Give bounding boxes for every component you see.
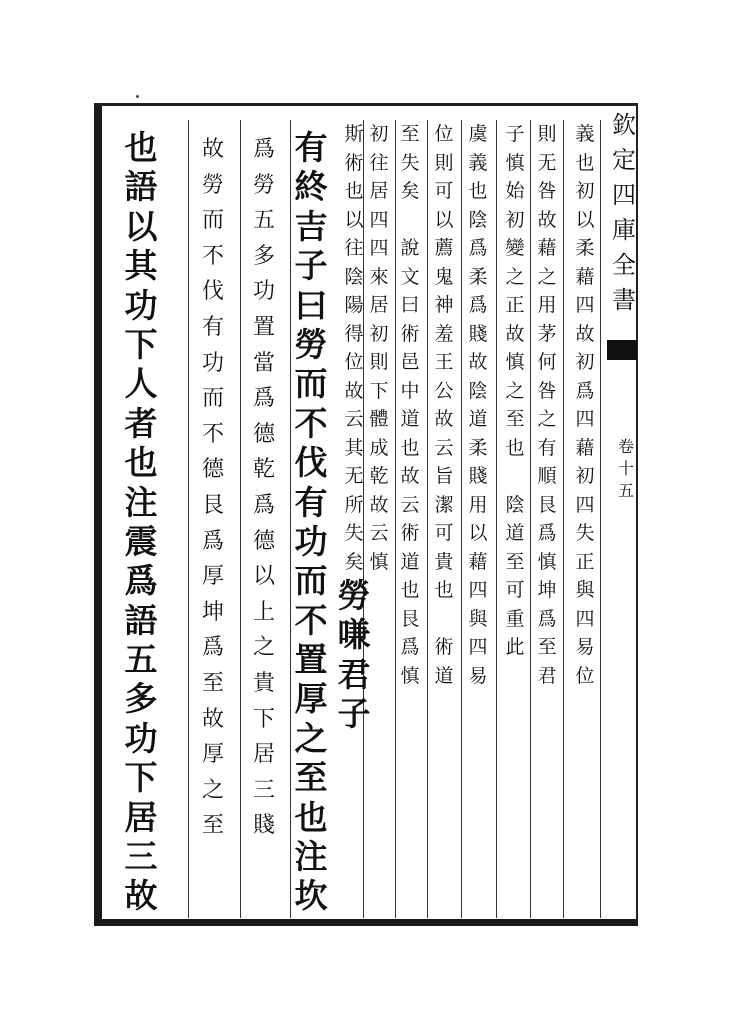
glyph: 故 xyxy=(505,322,525,345)
glyph: 陽 xyxy=(344,294,364,316)
glyph: 故 xyxy=(201,137,224,162)
text-column xyxy=(466,120,490,690)
glyph: 故 xyxy=(400,465,420,487)
glyph: 慎 xyxy=(400,664,420,687)
glyph: 道 xyxy=(468,408,488,430)
glyph: 故 xyxy=(434,408,454,430)
glyph: 初 xyxy=(505,208,525,231)
glyph: 居 xyxy=(252,742,275,768)
glyph: 語 xyxy=(124,600,158,640)
inline-main-text xyxy=(334,576,374,734)
glyph: 術 xyxy=(434,636,454,658)
glyph: 功 xyxy=(252,279,275,305)
glyph: 爲 xyxy=(537,607,557,630)
glyph: 故 xyxy=(201,706,224,732)
text-column xyxy=(250,132,278,844)
glyph: 用 xyxy=(468,493,488,516)
glyph: 欽 xyxy=(612,111,636,139)
glyph: 重 xyxy=(505,607,525,630)
glyph: 置 xyxy=(252,314,275,340)
glyph: 爲 xyxy=(201,635,224,661)
glyph: 云 xyxy=(400,493,420,516)
column-separator xyxy=(530,120,531,918)
column-separator xyxy=(240,120,241,918)
glyph: 虞 xyxy=(468,123,488,145)
ink-speck xyxy=(136,95,139,98)
glyph: 當 xyxy=(252,350,275,376)
glyph: 四 xyxy=(369,237,389,259)
glyph: 德 xyxy=(201,457,224,483)
glyph: 慎 xyxy=(369,550,389,573)
glyph: 藉 xyxy=(537,237,557,259)
glyph: 至 xyxy=(505,550,525,573)
glyph: 也 xyxy=(344,180,364,202)
glyph: 也 xyxy=(434,579,454,601)
glyph: 爲 xyxy=(400,636,420,658)
glyph: 故 xyxy=(369,493,389,516)
glyph: 始 xyxy=(505,180,525,202)
glyph: 乾 xyxy=(369,465,389,487)
glyph: 也 xyxy=(468,180,488,202)
glyph: 道 xyxy=(505,522,525,544)
glyph: 初 xyxy=(575,180,595,202)
glyph: 震 xyxy=(124,521,158,561)
glyph: 而 xyxy=(294,364,328,404)
glyph: 義 xyxy=(575,123,595,145)
glyph: 正 xyxy=(575,550,595,573)
glyph: 此 xyxy=(505,636,525,658)
glyph: 藉 xyxy=(575,265,595,288)
glyph: 多 xyxy=(124,679,158,719)
glyph: 全 xyxy=(612,251,636,279)
glyph: 術 xyxy=(400,322,420,345)
glyph: 君 xyxy=(537,664,557,687)
glyph: 則 xyxy=(537,123,557,145)
glyph: 之 xyxy=(505,379,525,402)
glyph: 五 xyxy=(617,481,634,500)
glyph: 勞 xyxy=(201,172,224,198)
glyph: 功 xyxy=(294,521,328,561)
glyph: 正 xyxy=(505,294,525,316)
glyph: 柔 xyxy=(468,436,488,459)
glyph: 矣 xyxy=(344,550,364,573)
glyph: 也 xyxy=(505,436,525,459)
glyph: 云 xyxy=(344,408,364,430)
glyph: 勞 xyxy=(252,172,275,198)
glyph: 慎 xyxy=(537,550,557,573)
glyph: 功 xyxy=(201,350,224,376)
glyph: 四 xyxy=(575,408,595,430)
glyph: 柔 xyxy=(575,237,595,259)
glyph: 至 xyxy=(505,408,525,430)
glyph: 終 xyxy=(294,167,328,207)
glyph: 乾 xyxy=(252,457,275,483)
glyph: 易 xyxy=(468,664,488,687)
glyph: 羞 xyxy=(434,322,454,345)
glyph: 語 xyxy=(124,167,158,207)
glyph: 邑 xyxy=(400,351,420,373)
glyph: 之 xyxy=(294,718,328,758)
glyph: 而 xyxy=(294,561,328,601)
glyph: 陰 xyxy=(505,493,525,516)
glyph: 居 xyxy=(369,294,389,316)
glyph: 道 xyxy=(400,408,420,430)
glyph: 定 xyxy=(612,146,636,174)
glyph: 所 xyxy=(344,493,364,516)
glyph: 故 xyxy=(575,322,595,345)
glyph: 陰 xyxy=(344,265,364,288)
glyph: 无 xyxy=(344,465,364,487)
glyph: 故 xyxy=(537,208,557,231)
glyph: 也 xyxy=(294,797,328,837)
glyph: 有 xyxy=(294,128,328,167)
glyph: 勞 xyxy=(337,576,371,615)
glyph: 中 xyxy=(400,379,420,402)
glyph: 四 xyxy=(575,493,595,516)
glyph: 伐 xyxy=(294,443,328,483)
glyph: 賤 xyxy=(468,465,488,487)
text-column xyxy=(199,132,227,844)
glyph: 嗛 xyxy=(337,615,371,655)
glyph: 初 xyxy=(369,123,389,145)
glyph: 則 xyxy=(369,351,389,373)
glyph: 而 xyxy=(201,386,224,412)
glyph: 貴 xyxy=(252,670,275,696)
glyph: 旨 xyxy=(434,465,454,487)
text-column xyxy=(121,128,161,916)
glyph: 四 xyxy=(468,579,488,601)
glyph: 文 xyxy=(400,265,420,288)
glyph: 下 xyxy=(252,706,275,732)
glyph: 而 xyxy=(201,208,224,234)
glyph: 初 xyxy=(575,351,595,373)
glyph: 易 xyxy=(575,636,595,658)
glyph: 以 xyxy=(468,522,488,544)
glyph: 德 xyxy=(252,528,275,554)
glyph: 艮 xyxy=(537,493,557,516)
glyph: 位 xyxy=(575,664,595,687)
column-separator xyxy=(496,120,497,918)
glyph: 不 xyxy=(294,600,328,640)
glyph: 其 xyxy=(124,246,158,286)
volume-label xyxy=(612,436,640,502)
glyph: 厚 xyxy=(201,742,224,768)
glyph: 書 xyxy=(612,286,636,314)
glyph: 以 xyxy=(252,564,275,590)
glyph: 故 xyxy=(344,379,364,402)
glyph: 咎 xyxy=(537,379,557,402)
glyph: 義 xyxy=(468,151,488,174)
glyph: 爲 xyxy=(124,561,158,601)
glyph: 順 xyxy=(537,465,557,487)
glyph: 四 xyxy=(468,636,488,658)
glyph: 與 xyxy=(575,579,595,601)
glyph: 咎 xyxy=(537,180,557,202)
glyph: 上 xyxy=(252,599,275,625)
glyph: 四 xyxy=(575,607,595,630)
glyph: 者 xyxy=(124,403,158,443)
glyph: 也 xyxy=(124,443,158,483)
glyph: 爲 xyxy=(575,379,595,402)
glyph: 與 xyxy=(468,607,488,630)
glyph: 賤 xyxy=(252,813,275,839)
glyph: 可 xyxy=(505,579,525,601)
fishtail-mark-icon xyxy=(607,340,637,360)
glyph: 下 xyxy=(369,379,389,402)
glyph: 爲 xyxy=(201,528,224,554)
glyph: 之 xyxy=(505,265,525,288)
glyph: 坤 xyxy=(201,599,224,625)
glyph: 潔 xyxy=(434,493,454,516)
glyph: 也 xyxy=(124,128,158,167)
glyph: 爲 xyxy=(537,522,557,544)
glyph: 術 xyxy=(400,522,420,544)
glyph: 有 xyxy=(201,314,224,340)
glyph: 置 xyxy=(294,640,328,680)
glyph: 四 xyxy=(575,294,595,316)
glyph: 柔 xyxy=(468,265,488,288)
glyph: 五 xyxy=(124,640,158,680)
glyph: 故 xyxy=(468,351,488,373)
glyph: 不 xyxy=(294,403,328,443)
glyph: 故 xyxy=(124,876,158,916)
glyph: 位 xyxy=(344,351,364,373)
glyph: 用 xyxy=(537,294,557,316)
glyph: 子 xyxy=(505,123,525,145)
column-separator xyxy=(395,120,396,918)
glyph: 曰 xyxy=(400,294,420,316)
glyph: 三 xyxy=(124,837,158,877)
glyph: 卷 xyxy=(617,437,634,456)
glyph: 至 xyxy=(537,636,557,658)
glyph: 吉 xyxy=(294,206,328,246)
text-column xyxy=(573,120,597,690)
frame-left-border xyxy=(94,103,102,925)
glyph: 艮 xyxy=(400,607,420,630)
glyph: 得 xyxy=(344,322,364,345)
glyph: 失 xyxy=(575,522,595,544)
glyph: 坤 xyxy=(537,579,557,601)
text-gap xyxy=(432,605,456,634)
glyph: 不 xyxy=(201,243,224,269)
glyph: 以 xyxy=(575,208,595,231)
glyph: 人 xyxy=(124,364,158,404)
glyph: 下 xyxy=(124,324,158,364)
glyph: 厚 xyxy=(201,564,224,590)
glyph: 十 xyxy=(617,459,634,478)
glyph: 功 xyxy=(124,285,158,325)
glyph: 初 xyxy=(369,322,389,345)
glyph: 也 xyxy=(575,151,595,174)
glyph: 體 xyxy=(369,408,389,430)
glyph: 无 xyxy=(537,151,557,174)
glyph: 子 xyxy=(337,694,371,734)
glyph: 賤 xyxy=(468,322,488,345)
glyph: 藉 xyxy=(575,436,595,459)
glyph: 茅 xyxy=(537,322,557,345)
glyph: 說 xyxy=(400,237,420,259)
glyph: 陰 xyxy=(468,379,488,402)
glyph: 至 xyxy=(201,813,224,839)
glyph: 云 xyxy=(434,436,454,459)
glyph: 有 xyxy=(537,436,557,459)
glyph: 貴 xyxy=(434,550,454,573)
text-gap xyxy=(503,462,527,491)
glyph: 矣 xyxy=(400,180,420,202)
glyph: 厚 xyxy=(294,679,328,719)
column-separator xyxy=(427,120,428,918)
glyph: 居 xyxy=(369,180,389,202)
text-column xyxy=(334,120,374,734)
glyph: 鬼 xyxy=(434,265,454,288)
glyph: 王 xyxy=(434,351,454,373)
glyph: 不 xyxy=(201,421,224,447)
glyph: 云 xyxy=(369,522,389,544)
column-separator xyxy=(188,120,189,918)
glyph: 君 xyxy=(337,654,371,694)
glyph: 爲 xyxy=(468,237,488,259)
glyph: 慎 xyxy=(505,351,525,373)
glyph: 勞 xyxy=(294,324,328,364)
column-separator xyxy=(600,120,601,918)
glyph: 之 xyxy=(252,635,275,661)
glyph: 居 xyxy=(124,797,158,837)
glyph: 爲 xyxy=(252,386,275,412)
glyph: 爲 xyxy=(252,492,275,518)
glyph: 爲 xyxy=(468,294,488,316)
glyph: 薦 xyxy=(434,237,454,259)
glyph: 至 xyxy=(294,758,328,798)
glyph: 注 xyxy=(294,837,328,877)
text-column xyxy=(535,120,559,690)
glyph: 也 xyxy=(400,579,420,601)
glyph: 德 xyxy=(252,421,275,447)
glyph: 失 xyxy=(344,522,364,544)
glyph: 慎 xyxy=(505,151,525,174)
glyph: 神 xyxy=(434,294,454,316)
glyph: 變 xyxy=(505,237,525,259)
glyph: 其 xyxy=(344,436,364,459)
frame-bottom-border xyxy=(94,919,638,926)
text-gap xyxy=(398,206,422,235)
glyph: 至 xyxy=(201,670,224,696)
glyph: 則 xyxy=(434,151,454,174)
glyph: 以 xyxy=(434,208,454,231)
glyph: 曰 xyxy=(294,285,328,325)
glyph: 伐 xyxy=(201,279,224,305)
column-separator xyxy=(563,120,564,918)
glyph: 之 xyxy=(537,265,557,288)
text-column xyxy=(291,128,331,916)
glyph: 可 xyxy=(434,180,454,202)
glyph: 庫 xyxy=(612,216,636,244)
glyph: 多 xyxy=(252,243,275,269)
text-column xyxy=(503,120,527,662)
glyph: 陰 xyxy=(468,208,488,231)
glyph: 以 xyxy=(124,206,158,246)
glyph: 失 xyxy=(400,151,420,174)
text-column xyxy=(398,120,422,690)
glyph: 可 xyxy=(434,522,454,544)
glyph: 何 xyxy=(537,351,557,373)
glyph: 以 xyxy=(344,208,364,231)
glyph: 初 xyxy=(575,465,595,487)
glyph: 術 xyxy=(344,151,364,174)
glyph: 之 xyxy=(201,777,224,803)
glyph: 三 xyxy=(252,777,275,803)
column-separator xyxy=(461,120,462,918)
glyph: 有 xyxy=(294,482,328,522)
glyph: 之 xyxy=(537,408,557,430)
frame-top-border xyxy=(94,103,638,106)
glyph: 藉 xyxy=(468,550,488,573)
glyph: 爲 xyxy=(252,137,275,162)
glyph: 公 xyxy=(434,379,454,402)
glyph: 功 xyxy=(124,718,158,758)
glyph: 艮 xyxy=(201,492,224,518)
glyph: 注 xyxy=(124,482,158,522)
glyph: 位 xyxy=(434,123,454,145)
glyph: 道 xyxy=(400,550,420,573)
glyph: 道 xyxy=(434,664,454,687)
glyph: 坎 xyxy=(294,876,328,916)
glyph: 子 xyxy=(294,246,328,286)
glyph: 四 xyxy=(369,208,389,231)
glyph: 下 xyxy=(124,758,158,798)
glyph: 來 xyxy=(369,265,389,288)
glyph: 至 xyxy=(400,123,420,145)
glyph: 成 xyxy=(369,436,389,459)
book-title xyxy=(608,108,640,318)
glyph: 往 xyxy=(344,237,364,259)
glyph: 五 xyxy=(252,208,275,234)
glyph: 四 xyxy=(612,181,636,209)
glyph: 也 xyxy=(400,436,420,459)
glyph: 往 xyxy=(369,151,389,174)
text-column xyxy=(432,120,456,690)
glyph: 斯 xyxy=(344,123,364,145)
